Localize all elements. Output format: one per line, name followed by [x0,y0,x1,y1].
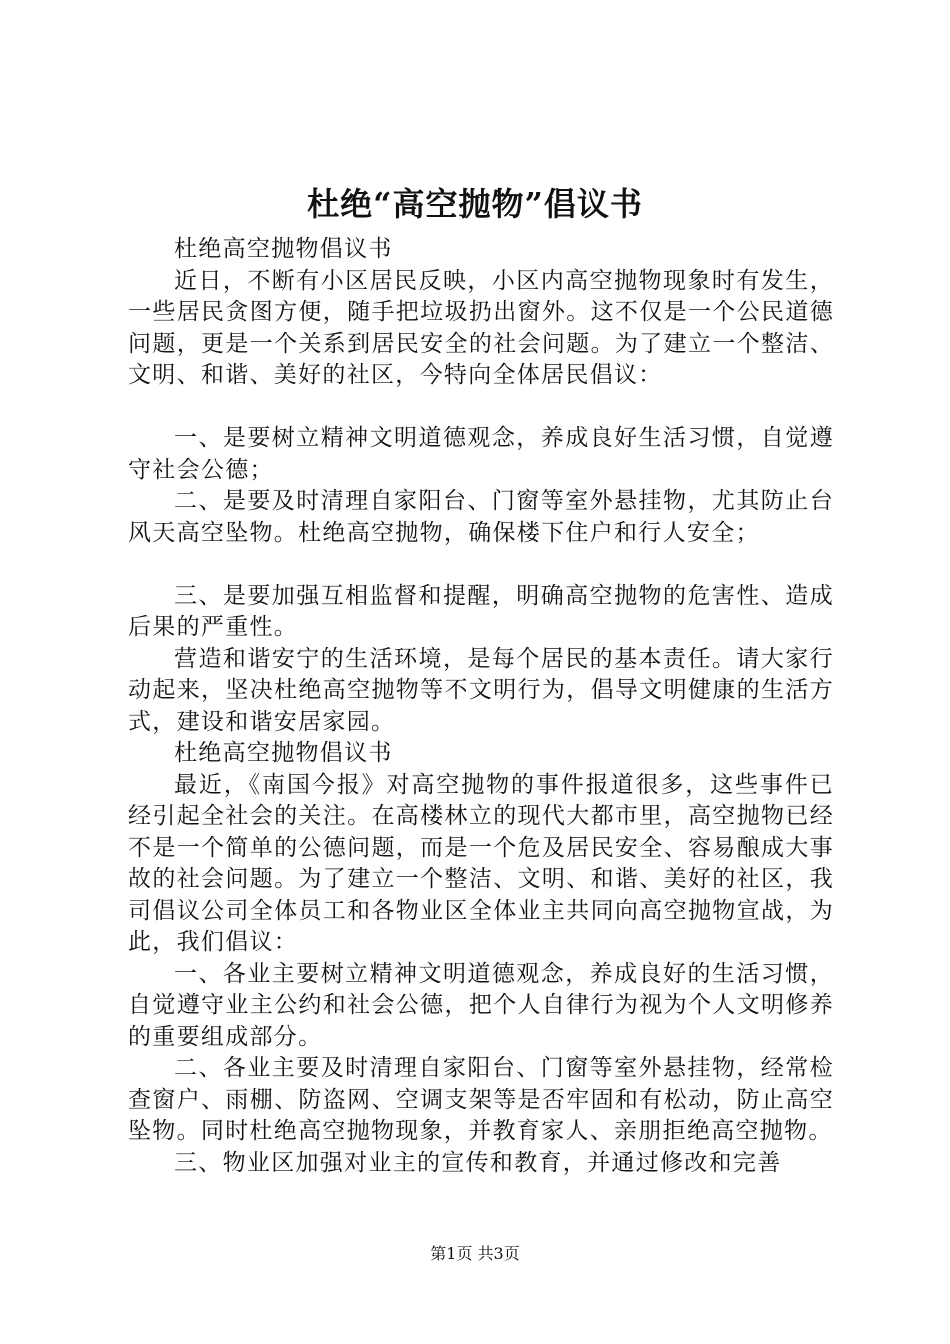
paragraph-proposal-2: 二、各业主要及时清理自家阳台、门窗等室外悬挂物，经常检查窗户、雨棚、防盗网、空调支架等是否牢固和有松动，防止高空坠物。同时杜绝高空抛物现象，并教育家人、亲朋拒绝高空抛物。 [128,1055,834,1144]
paragraph-item-3: 三、是要加强互相监督和提醒，明确高空抛物的危害性、造成后果的严重性。 [128,582,834,640]
paragraph-proposal-1: 一、各业主要树立精神文明道德观念，养成良好的生活习惯，自觉遵守业主公约和社会公德，把个人自律行为视为个人文明修养的重要组成部分。 [128,960,834,1050]
paragraph-subtitle-2: 杜绝高空抛物倡议书 [174,740,393,766]
paragraph-subtitle-1: 杜绝高空抛物倡议书 [174,236,393,262]
document-title: 杜绝“高空抛物”倡议书 [307,185,643,223]
paragraph-item-1: 一、是要树立精神文明道德观念，养成良好生活习惯，自觉遵守社会公德； [128,425,834,483]
paragraph-item-2: 二、是要及时清理自家阳台、门窗等室外悬挂物，尤其防止台风天高空坠物。杜绝高空抛物，确保楼下住户和行人安全； [128,488,834,546]
document-body [128,234,834,1179]
paragraph-proposal-3: 三、物业区加强对业主的宣传和教育，并通过修改和完善 [174,1149,782,1176]
paragraph-intro-1: 近日，不断有小区居民反映，小区内高空抛物现象时有发生，一些居民贪图方便，随手把垃圾扔出窗外。这不仅是一个公民道德问题，更是一个关系到居民安全的社会问题。为了建立一个整洁、文明、和谐、美好的社区，今特向全体居民倡议： [128,267,834,388]
page-footer: 第1页 共3页 [430,1244,520,1263]
paragraph-closing-1: 营造和谐安宁的生活环境，是每个居民的基本责任。请大家行动起来，坚决杜绝高空抛物等不文明行为，倡导文明健康的生活方式，建设和谐安居家园。 [128,645,834,735]
paragraph-intro-2: 最近，《南国今报》对高空抛物的事件报道很多，这些事件已经引起全社会的关注。在高楼林立的现代大都市里，高空抛物已经不是一个简单的公德问题，而是一个危及居民安全、容易酿成大事故的社会问题。为了建立一个整洁、文明、和谐、美好的社区，我司倡议公司全体员工和各物业区全体业主共同向高空抛物宣战，为此，我们倡议： [128,771,834,955]
